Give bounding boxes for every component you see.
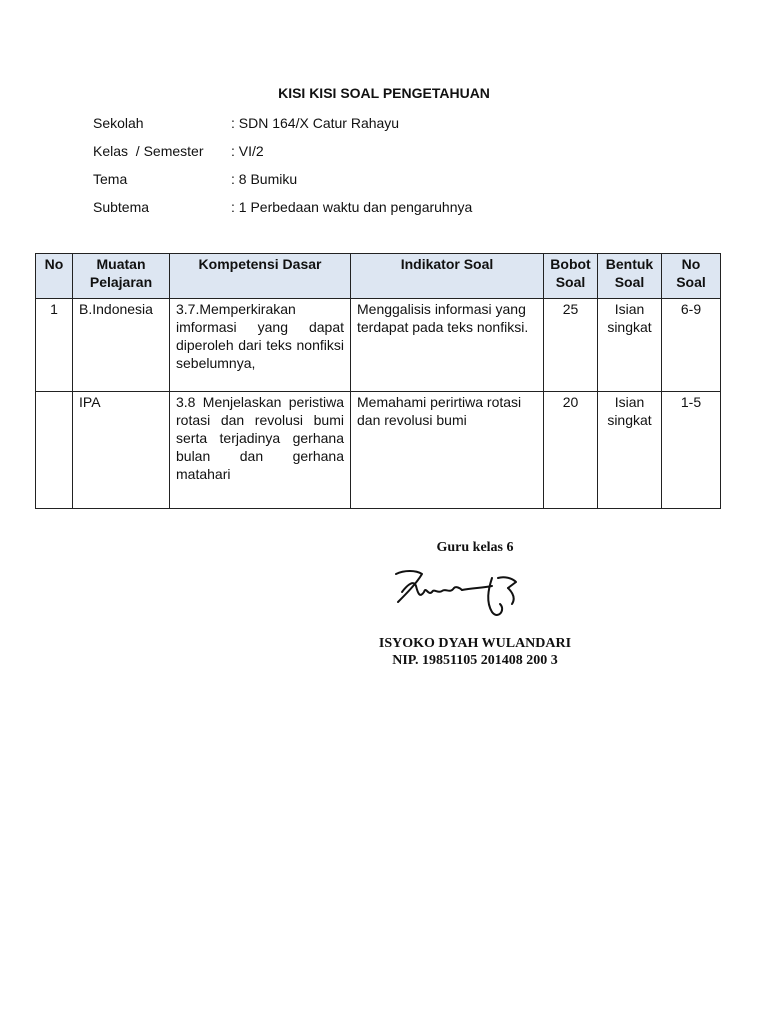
meta-label: Sekolah [93,115,144,131]
table-header-row [36,254,721,299]
cell-muatan: IPA [73,392,170,509]
handwritten-signature [358,558,604,632]
meta-value: : SDN 164/X Catur Rahayu [231,115,400,131]
cell-bobot: 20 [544,392,598,509]
table-row [36,299,721,392]
signer-nip: NIP. 19851105 201408 200 3 [392,653,558,668]
cell-kompetensi-dasar: 3.7.Memperkirakan imformasi yang dapat diperoleh dari teks nonfiksi sebelumnya, [170,299,351,392]
meta-label: Kelas / Semester [93,143,204,159]
signature-title: Guru kelas 6 [436,540,514,555]
meta-value: : 8 Bumiku [231,171,298,187]
cell-no: 1 [36,299,73,392]
meta-label: Tema [93,171,128,187]
meta-label: Subtema [93,199,150,215]
header-no: No [36,254,73,299]
meta-value: : VI/2 [231,143,264,159]
cell-no-soal: 1-5 [662,392,721,509]
header-indikator-soal: Indikator Soal [351,254,544,299]
header-bentuk-soal: Bentuk Soal [598,254,662,299]
header-bobot-soal: Bobot Soal [544,254,598,299]
cell-indikator: Menggalisis informasi yang terdapat pada teks nonfiksi. [351,299,544,392]
cell-bobot: 25 [544,299,598,392]
kisi-kisi-table [35,253,721,509]
cell-bentuk: Isian singkat [598,392,662,509]
header-muatan-pelajaran: Muatan Pelajaran [73,254,170,299]
header-no-soal: No Soal [662,254,721,299]
cell-kompetensi-dasar: 3.8 Menjelaskan peristiwa rotasi dan revolusi bumi serta terjadinya gerhana bulan dan gerhana matahari [170,392,351,509]
cell-indikator: Memahami perirtiwa rotasi dan revolusi bumi [351,392,544,509]
document-title: KISI KISI SOAL PENGETAHUAN [278,85,490,101]
meta-value: : 1 Perbedaan waktu dan pengaruhnya [231,199,473,215]
cell-no-soal: 6-9 [662,299,721,392]
header-kompetensi-dasar: Kompetensi Dasar [170,254,351,299]
cell-no [36,392,73,509]
cell-bentuk: Isian singkat [598,299,662,392]
cell-muatan: B.Indonesia [73,299,170,392]
table-row [36,392,721,509]
signer-name: ISYOKO DYAH WULANDARI [378,636,572,651]
